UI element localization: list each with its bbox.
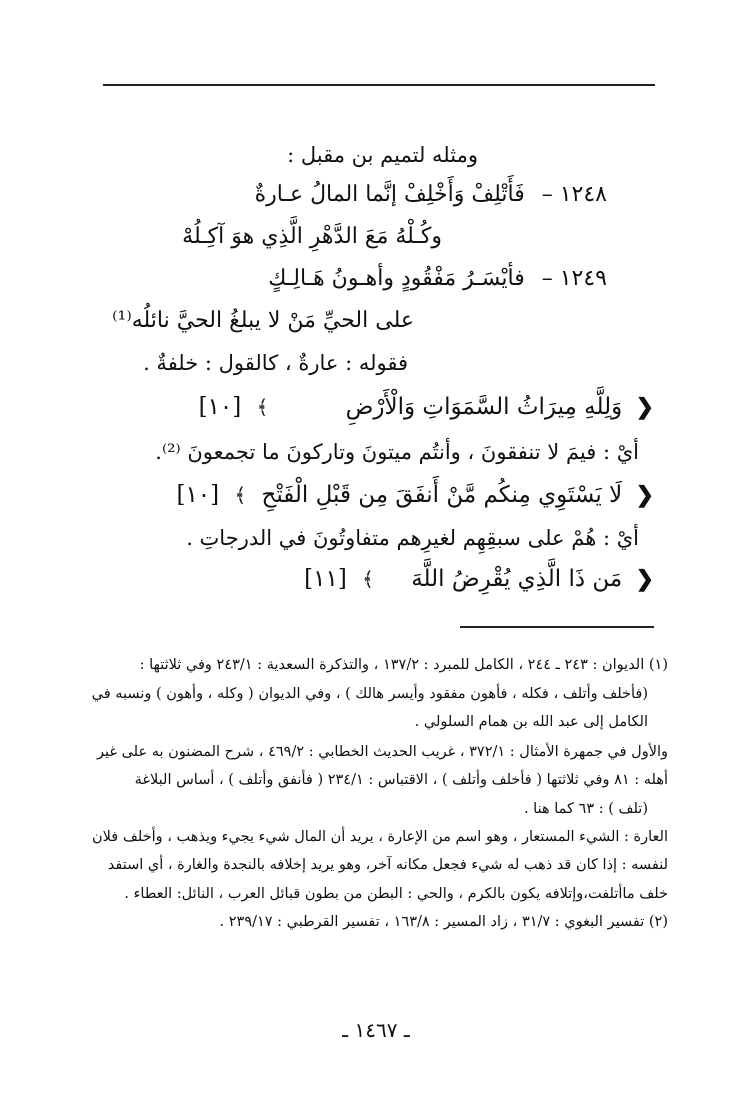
page-number: ـ ١٤٦٧ ـ [342,1018,410,1042]
footnote-separator [460,626,654,628]
tafsir-line-1: أيْ : فيمَ لا تنفقونَ ، وأنتُم ميتونَ وتاركونَ ما تجمعونَ ⁽²⁾. [155,440,639,464]
top-rule [103,84,655,86]
verse-marker-icon: ❮ [635,394,654,420]
footnote-1-line-8: لنفسه : إذا كان قد ذهب له شيء فجعل مكانه آخر، وهو يريد إخلافه بالنجدة والغارة ، أي استفد [107,857,668,873]
verse-number: ١٢٤٩ – [541,266,607,291]
verse-number: ١٢٤٨ – [541,182,607,207]
footnote-1-line-6: (تلف ) : ٦٣ كما هنا . [523,801,648,817]
bracket-close-icon: ﴾ [256,395,269,419]
footnote-1-line-5: أهله : ٨١ وفي ثلاثتها ( فأخلف وأتلف ) ، الاقتباس : ٢٣٤/١ ( فأنفق وأتلف ) ، أساس البلاغة [134,772,668,788]
quran-text: لَا يَسْتَوِي مِنكُم مَّنْ أَنفَقَ مِن قَبْلِ الْفَتْحِ [261,482,623,508]
verse-text: فَأَتْلِفْ وَأَخْلِفْ إنَّما المالُ عـارةٌ [254,182,525,207]
verse-ref: [١٠] [176,482,220,508]
quran-text: مَن ذَا الَّذِي يُقْرِضُ اللَّهَ [411,566,623,592]
footnote-1-line-9: خلف ماأتلفت،وإتلافه يكون بالكرم ، والحي : البطن من بطون قبائل العرب ، النائل: العطاء . [124,886,668,902]
tafsir-line-2: أيْ : هُمْ على سبقِهِم لغيرِهم متفاوتُونَ في الدرجاتِ . [186,526,639,550]
quran-verse-1 [199,394,654,420]
footnote-1-line-7: العارة : الشيء المستعار ، وهو اسم من الإعارة ، يريد أن المال شيء يجيء ويذهب ، وأخلف فلان [92,829,668,845]
verse-1249-second-hemistich: على الحيِّ مَنْ لا يبلغُ الحيَّ نائلُه⁽¹⁾ [112,308,414,333]
verse-marker-icon: ❮ [635,482,654,508]
verse-1248-first-hemistich [255,182,607,207]
verse-marker-icon: ❮ [635,566,654,592]
verse-ref: [١٠] [198,394,242,420]
bracket-close-icon: ﴾ [234,483,247,507]
verse-1248-second-hemistich: وكُـلْهُ مَعَ الدَّهْرِ الَّذِي هوَ آكِـلُهْ [182,224,442,249]
verse-1249-first-hemistich [268,266,607,291]
quran-text: وَلِلَّهِ مِيرَاثُ السَّمَوَاتِ وَالْأَرْضِ [345,394,623,420]
verse-text: فأيْسَـرُ مَفْقُودٍ وأهـونُ هَـالِـكٍ [268,266,525,291]
bracket-close-icon: ﴾ [362,567,374,591]
footnote-2-line-1: (٢) تفسير البغوي : ٣١/٧ ، زاد المسير : ١٦٣/٨ ، تفسير القرطبي : ٢٣٩/١٧ . [219,914,668,930]
footnote-1-line-1: (١) الديوان : ٢٤٣ ـ ٢٤٤ ، الكامل للمبرد : ١٣٧/٢ ، والتذكرة السعدية : ٢٤٣/١ وفي ثلاثتها : [139,657,668,673]
verse-ref: [١١] [304,566,347,592]
footnote-1-line-2: (فأخلف وأتلف ، فكله ، فأهون مفقود وأيسر هالك ) ، وفي الديوان ( وكله ، وأهون ) ونسبه في [91,686,648,702]
quran-verse-2 [176,482,654,508]
footnote-1-line-4: والأول في جمهرة الأمثال : ٣٧٢/١ ، غريب الحديث الخطابي : ٤٦٩/٢ ، شرح المضنون به على غير [97,744,668,760]
intro-line: ومثله لتميم بن مقبل : [287,143,478,167]
explanation-line: فقوله : عارةٌ ، كالقول : خلفةٌ . [143,351,408,375]
quran-verse-3 [304,566,654,592]
footnote-1-line-3: الكامل إلى عبد الله بن همام السلولي . [414,714,648,730]
